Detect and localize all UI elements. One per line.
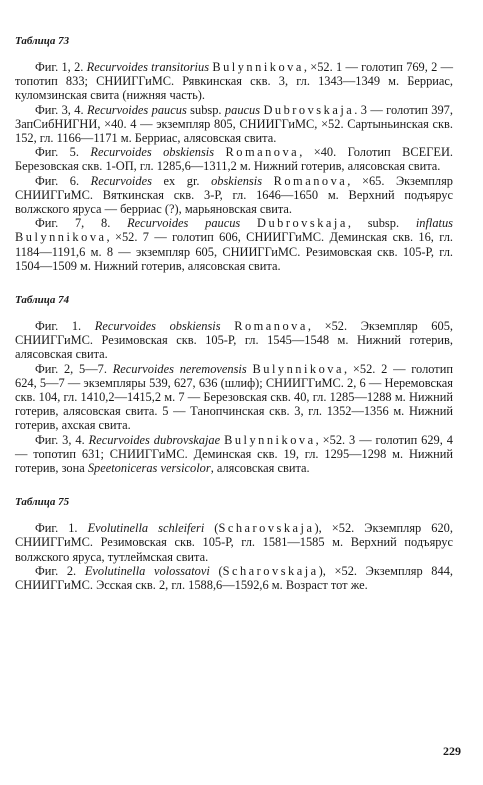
author-name: Scharovskaja [218, 521, 315, 536]
caption-text: , ×52. 1 — голотип 769, 2 — топотип 833; СНИИГГиМС. Рявкинская скв. 3, гл. 1343—1349 м. Берриас, куломзинская свита (нижняя часть). [15, 60, 453, 103]
caption-text: Фиг. 7, 8. [35, 216, 128, 231]
taxon-name: Recurvoides neremovensis [112, 361, 247, 376]
figure-caption [15, 521, 453, 564]
taxon-name: inflatus [415, 216, 453, 231]
caption-text: Фиг. 2, 5—7. [35, 361, 113, 376]
figure-caption [15, 216, 453, 273]
page-content [15, 34, 453, 592]
author-name: Bulynnikova [15, 230, 107, 245]
caption-text: , ×40. Голотип ВСЕГЕИ. Березовская скв. 1-ОП, гл. 1285,6—1311,2 м. Нижний готерив, алясовская свита. [15, 145, 453, 174]
caption-text: Фиг. 1, 2. [35, 60, 87, 74]
page-number: 229 [443, 744, 461, 758]
caption-text: , ×52. Экземпляр 605, СНИИГГиМС. Резимовская скв. 105-Р, гл. 1545—1548 м. Нижний готерив, алясовская свита. [15, 319, 453, 362]
caption-text: ( [209, 563, 223, 578]
caption-text: ), ×52. Экземпляр 620, СНИИГГиМС. Резимовская скв. 105-Р, гл. 1581—1585 м. Верхний подъярус волжского яруса, тутлеймская свита. [15, 521, 453, 564]
caption-text: , subsp. [347, 216, 416, 231]
caption-text: , ×52. 2 — голотип 624, 5—7 — экземпляры 539, 627, 636 (шлиф); СНИИГГиМС. 2, 6 — Неремовская скв. 104, гл. 1410,2—1415,2 м. 7 — Березовская скв. 40, гл. 1285—1288 м. Нижний готерив, алясовская свита. 5 — Танопчинская скв. 3, гл. 1352—1356 м. Нижний готерив, ахская свита. [15, 361, 453, 433]
taxon-name: Recurvoides paucus [127, 216, 241, 231]
caption-text: Фиг. 3, 4. [35, 102, 88, 117]
figure-caption [15, 433, 453, 476]
author-name: Romanova [234, 319, 308, 334]
author-name: Romanova [273, 173, 348, 188]
caption-text: , алясовская свита. [210, 461, 310, 476]
plate-title: Таблица 75 [15, 496, 70, 509]
caption-text [214, 145, 225, 159]
caption-text: Фиг. 1. [35, 521, 88, 536]
figure-caption [15, 362, 453, 433]
taxon-name: obskiensis [211, 173, 263, 188]
plate-title: Таблица 73 [15, 35, 70, 47]
taxon-name: Evolutinella schleiferi [87, 521, 205, 536]
figure-caption [15, 319, 453, 362]
caption-text: , ×52. 7 — голотип 606, СНИИГГиМС. Деминская скв. 16, гл. 1184—1191,6 м. 8 — экземпляр 605, СНИИГГиМС. Резимовская скв. 105-Р, гл. 1504—1509 м. Нижний готерив, алясовская свита. [15, 230, 453, 273]
figure-caption [15, 174, 453, 217]
caption-text: ), ×52. Экземпляр 844, СНИИГГиМС. Эсская скв. 2, гл. 1588,6—1592,6 м. Возраст тот же. [15, 563, 453, 593]
plate-section [15, 293, 453, 475]
caption-text: Фиг. 5. [35, 145, 91, 160]
author-name: Dubrovskaja [257, 216, 348, 231]
author-name: Dubrovskaja [263, 102, 355, 117]
caption-text: ( [204, 521, 219, 536]
caption-text [262, 174, 274, 188]
caption-text [240, 216, 257, 230]
plate-section [15, 34, 453, 273]
caption-text [221, 319, 235, 333]
taxon-name: Recurvoides dubrovskajae [88, 432, 221, 447]
caption-text: subsp. [186, 102, 225, 117]
taxon-name: Recurvoides transitorius [86, 60, 210, 74]
author-name: Bulynnikova [224, 432, 316, 447]
caption-text: Фиг. 2. [35, 563, 85, 578]
figure-caption [15, 60, 453, 103]
plate-section [15, 495, 453, 592]
figure-caption [15, 564, 453, 592]
plate-title: Таблица 74 [15, 294, 70, 307]
taxon-name: Speetoniceras versicolor [87, 461, 211, 476]
taxon-name: paucus [224, 102, 261, 117]
author-name: Bulynnikova [212, 60, 304, 74]
taxon-name: Recurvoides obskiensis [90, 145, 215, 160]
taxon-name: Recurvoides paucus [87, 102, 187, 117]
caption-text: ex gr. [151, 173, 212, 188]
caption-text: , ×65. Экземпляр СНИИГГиМС. Вяткинская скв. 3-Р, гл. 1646—1650 м. Верхний подъярус волжского яруса — берриас (?), марьяновская свита. [15, 173, 453, 217]
caption-text: Фиг. 3, 4. [35, 432, 89, 447]
taxon-name: Recurvoides obskiensis [94, 319, 221, 334]
author-name: Romanova [225, 145, 300, 160]
figure-caption [15, 145, 453, 173]
figure-caption [15, 103, 453, 146]
taxon-name: Evolutinella volossatovi [84, 563, 210, 578]
caption-text: Фиг. 6. [35, 173, 91, 188]
caption-text: . 3 — голотип 397, ЗапСибНИГНИ, ×40. 4 — экземпляр 805, СНИИГГиМС, ×52. Сартыньинская скв. 152, гл. 1166—1171 м. Берриас, алясовская свита. [15, 102, 453, 146]
author-name: Scharovskaja [222, 563, 319, 578]
caption-text: Фиг. 1. [35, 319, 95, 334]
taxon-name: Recurvoides [90, 173, 152, 188]
author-name: Bulynnikova [252, 361, 345, 376]
caption-text: , ×52. 3 — голотип 629, 4 — топотип 631; СНИИГГиМС. Деминская скв. 19, гл. 1295—1298 м. Нижний готерив, зона [15, 432, 453, 476]
